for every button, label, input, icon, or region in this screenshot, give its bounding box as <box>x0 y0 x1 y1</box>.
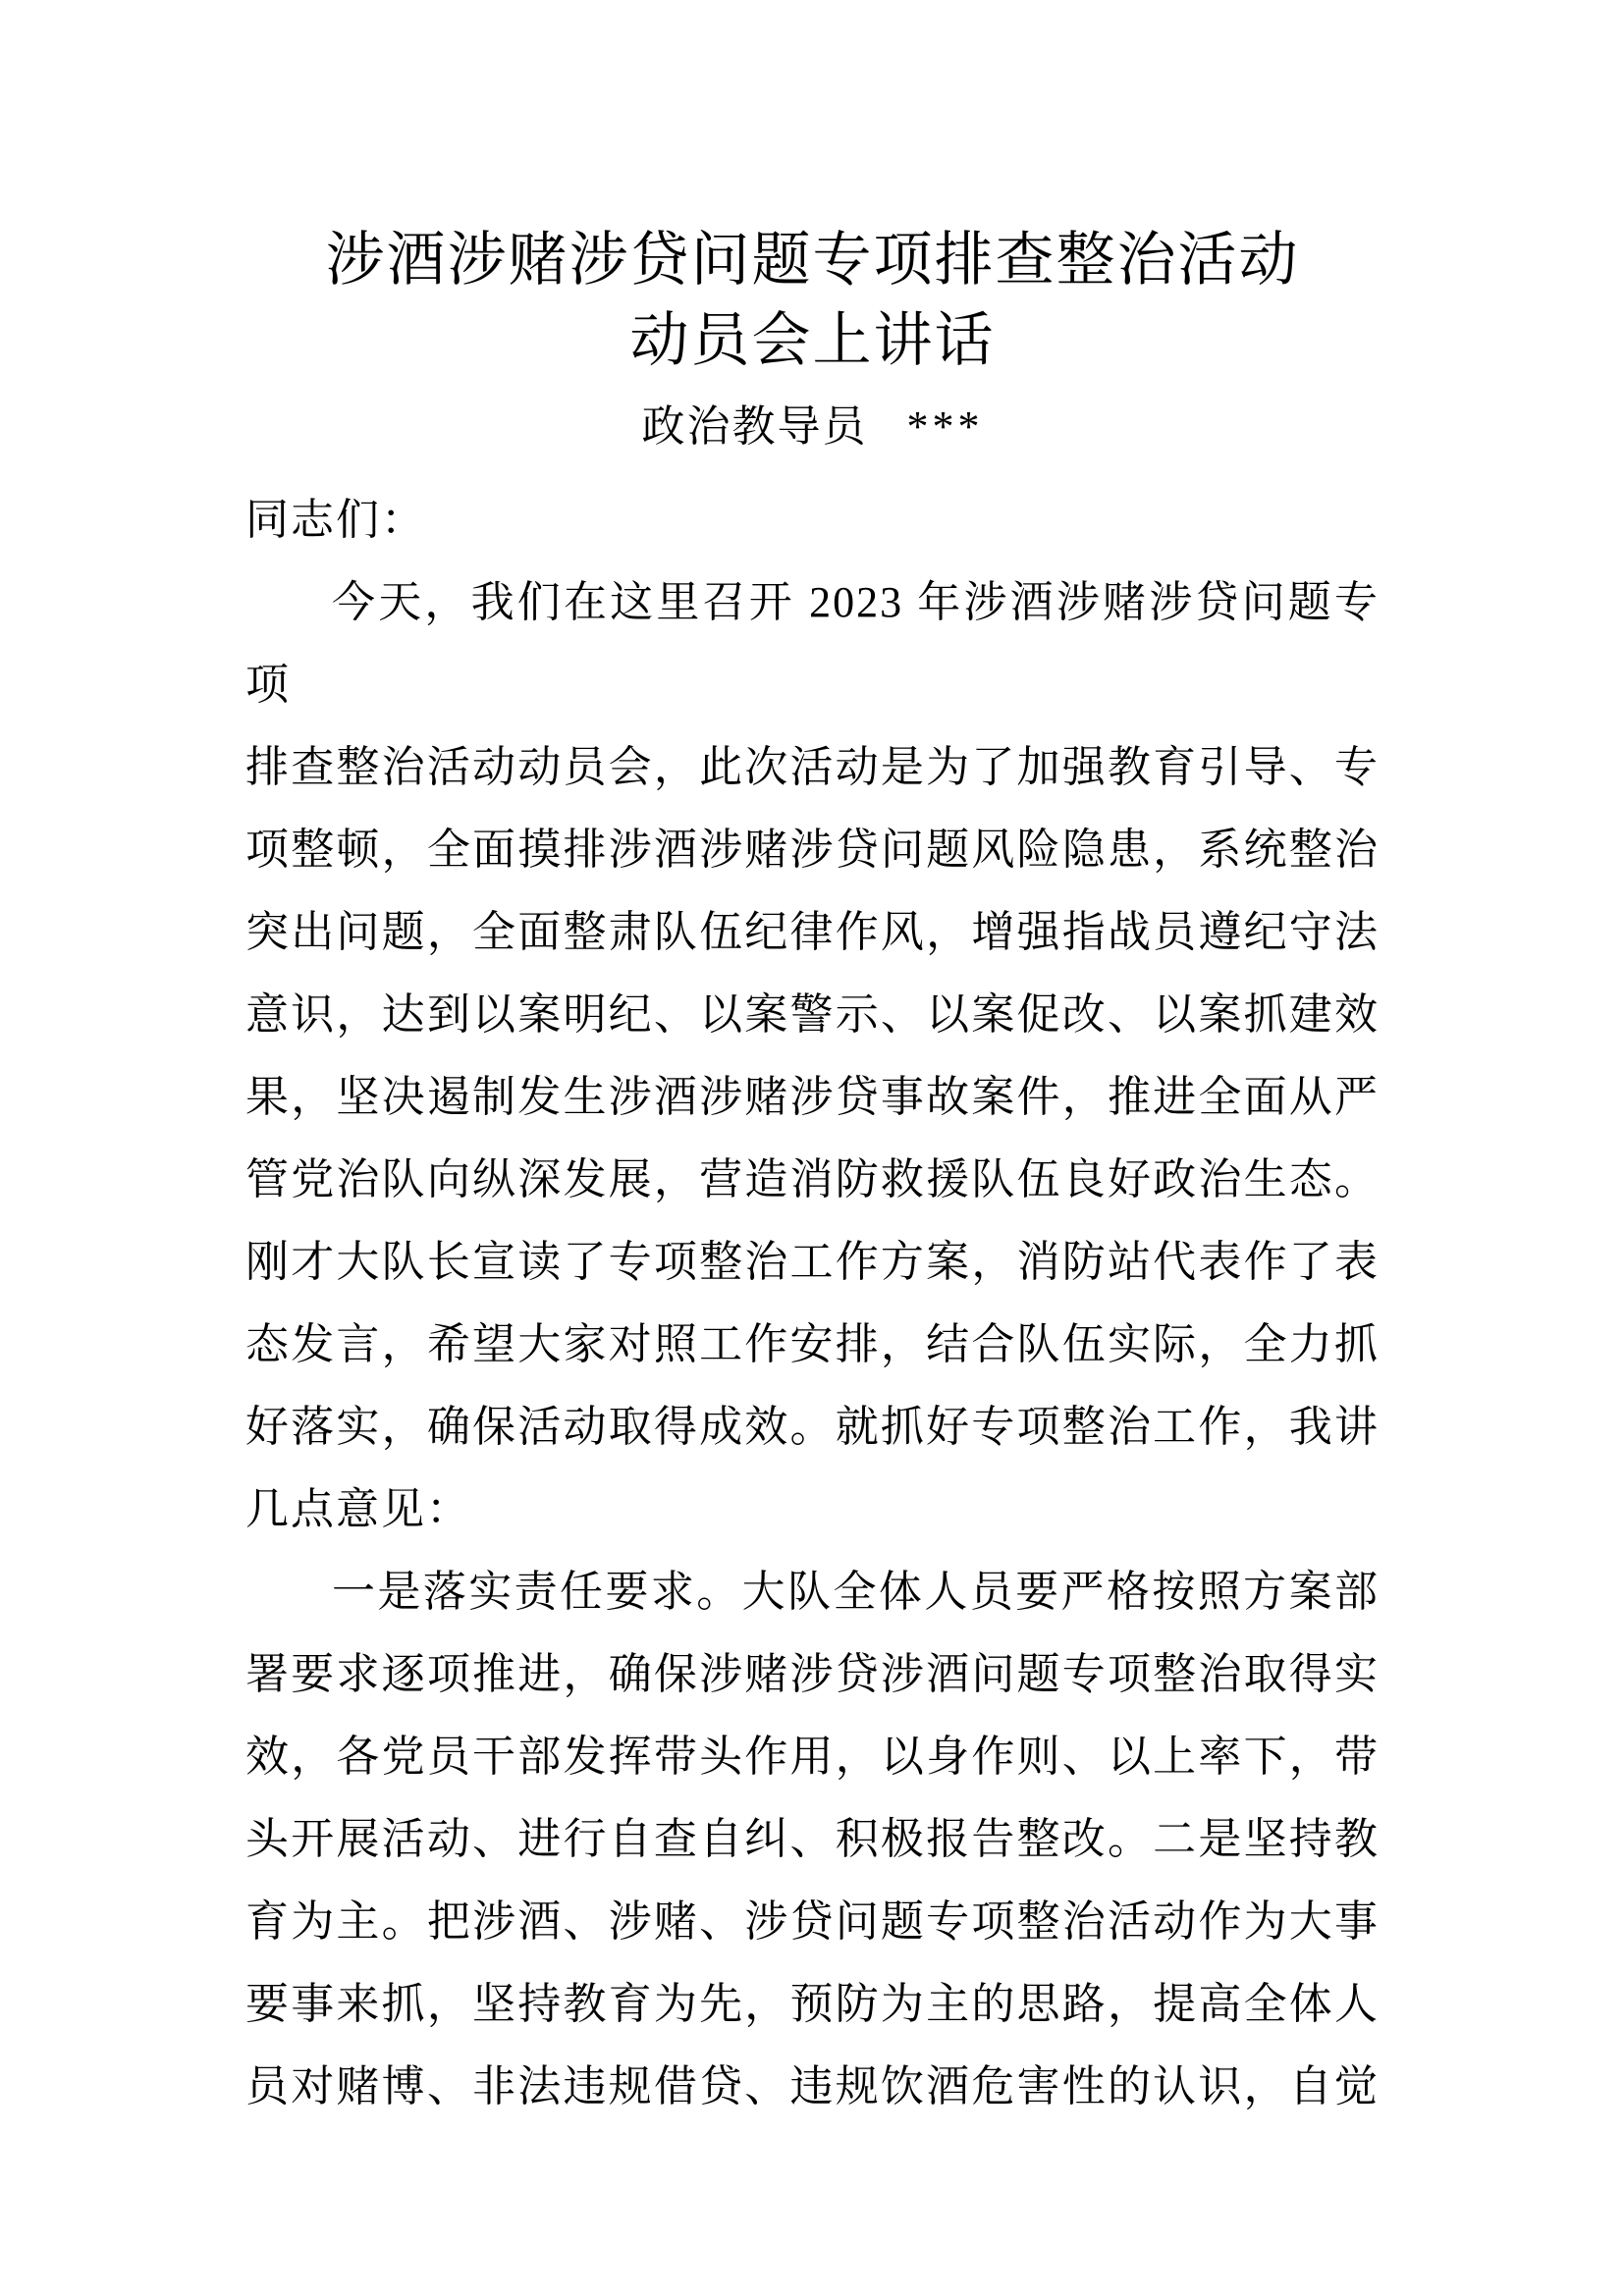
body-line: 效，各党员干部发挥带头作用，以身作则、以上率下，带 <box>245 1733 1380 1781</box>
body-line: 几点意见： <box>245 1485 471 1533</box>
byline <box>245 399 1380 455</box>
body-line: 要事来抓，坚持教育为先，预防为主的思路，提高全体人 <box>245 1980 1380 2028</box>
body-line: 果，坚决遏制发生涉酒涉赌涉贷事故案件，推进全面从严 <box>245 1073 1380 1121</box>
title-line-2: 动员会上讲话 <box>629 308 996 373</box>
body-line: 项整顿，全面摸排涉酒涉赌涉贷问题风险隐患，系统整治 <box>245 826 1380 874</box>
body-line: 管党治队向纵深发展，营造消防救援队伍良好政治生态。 <box>245 1155 1380 1203</box>
body-line: 一是落实责任要求。大队全体人员要严格按照方案部 <box>332 1568 1380 1616</box>
body-line: 同志们： <box>245 496 426 544</box>
document-content <box>245 0 1380 2128</box>
body-line: 员对赌博、非法违规借贷、违规饮酒危害性的认识，自觉 <box>245 2062 1380 2110</box>
body-line: 刚才大队长宣读了专项整治工作方案，消防站代表作了表 <box>245 1238 1380 1286</box>
body-line: 态发言，希望大家对照工作安排，结合队伍实际，全力抓 <box>245 1320 1380 1368</box>
body-line: 育为主。把涉酒、涉赌、涉贷问题专项整治活动作为大事 <box>245 1897 1380 1946</box>
document-body <box>245 479 1380 2128</box>
body-line: 头开展活动、进行自查自纠、积极报告整改。二是坚持教 <box>245 1815 1380 1863</box>
body-line: 排查整治活动动员会，此次活动是为了加强教育引导、专 <box>245 743 1380 791</box>
body-line: 意识，达到以案明纪、以案警示、以案促改、以案抓建效 <box>245 990 1380 1039</box>
body-line: 今天，我们在这里召开 2023 年涉酒涉赌涉贷问题专项 <box>245 578 1380 709</box>
body-line: 好落实，确保活动取得成效。就抓好专项整治工作，我讲 <box>245 1403 1380 1451</box>
body-line: 突出问题，全面整肃队伍纪律作风，增强指战员遵纪守法 <box>245 908 1380 956</box>
byline-role: 政治教导员 <box>641 402 868 451</box>
body-line: 署要求逐项推进，确保涉赌涉贷涉酒问题专项整治取得实 <box>245 1650 1380 1698</box>
title-line-1: 涉酒涉赌涉贷问题专项排查整治活动 <box>325 228 1300 293</box>
document-title <box>245 220 1380 381</box>
byline-stars: *** <box>906 402 984 451</box>
